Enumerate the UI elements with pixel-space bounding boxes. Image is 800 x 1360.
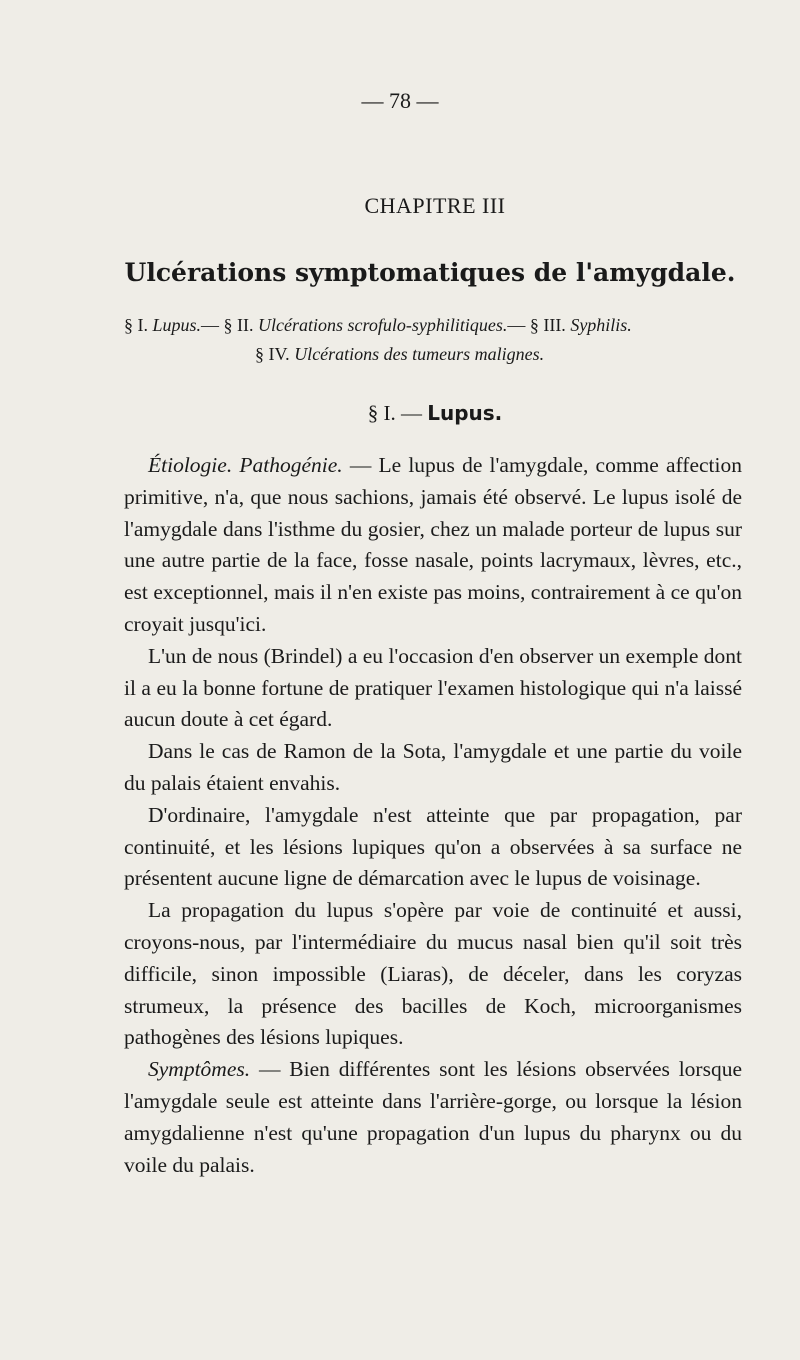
toc-s1-title: Lupus.	[152, 315, 202, 335]
toc-s2-number: § II.	[223, 315, 254, 335]
paragraph-lead: Étiologie. Pathogénie.	[148, 453, 343, 477]
section-number: § I. —	[367, 401, 422, 425]
toc-s4-title: Ulcérations des tumeurs malignes.	[294, 344, 545, 364]
paragraph: L'un de nous (Brindel) a eu l'occasion d'en observer un exemple dont il a eu la bonne fortune de pratiquer l'examen histologique qui n'a laissé aucun doute à cet égard.	[124, 643, 742, 732]
toc-separator: —	[507, 315, 526, 335]
paragraph-text: — Bien différentes sont les lésions observées lorsque l'amygdale seule est atteinte dans l'arrière-gorge, ou lorsque la lésion amygdalienne n'est qu'une propagation d'un lupus du pharynx ou du voile du palais.	[124, 1057, 742, 1177]
page-number: — 78 —	[361, 88, 439, 113]
chapter-title: Ulcérations symptomatiques de l'amygdale.	[124, 258, 736, 287]
paragraph: La propagation du lupus s'opère par voie de continuité et aussi, croyons-nous, par l'intermédiaire du mucus nasal bien qu'il soit très difficile, sinon impossible (Liaras), de déceler, dans les coryzas strumeux, la présence des bacilles de Koch, microorganismes pathogènes des lésions lupiques.	[124, 898, 742, 1050]
toc-s3-number: § III.	[529, 315, 566, 335]
toc-s4-number: § IV.	[255, 344, 290, 364]
paragraph-symptomes	[124, 1054, 742, 1181]
chapter-contents-line-1	[124, 315, 764, 336]
paragraph-text: — Le lupus de l'amygdale, comme affection primitive, n'a, que nous sachions, jamais été observé. Le lupus isolé de l'amygdale dans l'isthme du gosier, chez un malade porteur de lupus sur une autre partie de la face, fosse nasale, points lacrymaux, lèvres, etc., est exceptionnel, mais il n'en existe pas moins, contrairement à ce qu'on croyait jusqu'ici.	[124, 453, 742, 636]
body-text	[124, 450, 742, 1181]
paragraph-etiologie	[124, 450, 742, 641]
paragraph: D'ordinaire, l'amygdale n'est atteinte que par propagation, par continuité, et les lésions lupiques qu'on a observées à sa surface ne présentent aucune ligne de démarcation avec le lupus de voisinage.	[124, 802, 742, 891]
toc-s3-title: Syphilis.	[570, 315, 632, 335]
paragraph: Dans le cas de Ramon de la Sota, l'amygdale et une partie du voile du palais étaient envahis.	[124, 739, 742, 795]
section-title: Lupus.	[427, 401, 503, 425]
section-heading	[0, 401, 800, 426]
toc-s2-title: Ulcérations scrofulo-syphilitiques.	[258, 315, 508, 335]
paragraph-lead: Symptômes.	[148, 1057, 251, 1082]
chapter-contents-line-2	[255, 344, 755, 365]
toc-s1-number: § I.	[124, 315, 148, 335]
toc-separator: —	[201, 315, 220, 335]
chapter-heading: CHAPITRE III	[364, 193, 506, 218]
